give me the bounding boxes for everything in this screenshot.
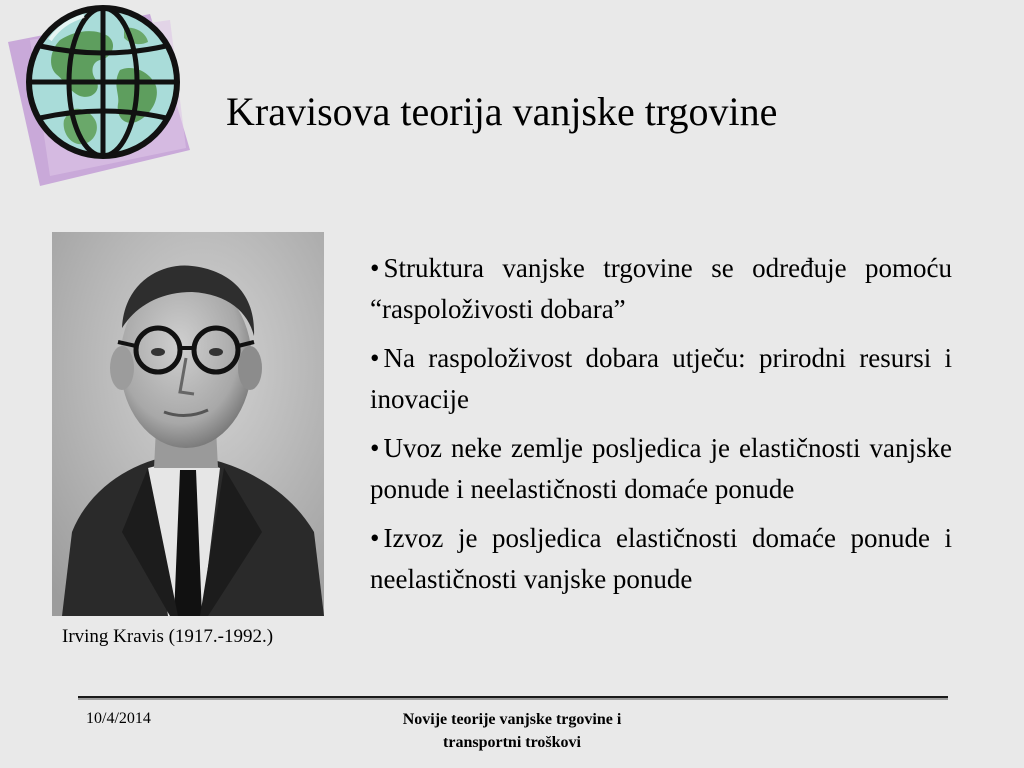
bullet-symbol: • <box>370 523 380 553</box>
bullet-list <box>370 248 952 608</box>
bullet-text: Uvoz neke zemlje posljedica je elastičnosti vanjske ponude i neelastičnosti domaće ponude <box>370 433 952 504</box>
bullet-item <box>370 518 952 600</box>
footer-date: 10/4/2014 <box>86 710 151 727</box>
bullet-item <box>370 338 952 420</box>
slide-title: Kravisova teorija vanjske trgovine <box>226 89 778 134</box>
portrait-photo <box>52 232 324 616</box>
footer-title <box>346 708 678 754</box>
footer-divider <box>78 696 948 698</box>
globe-icon <box>0 0 200 190</box>
bullet-symbol: • <box>370 343 380 373</box>
bullet-symbol: • <box>370 433 380 463</box>
bullet-text: Izvoz je posljedica elastičnosti domaće ponude i neelastičnosti vanjske ponude <box>370 523 952 594</box>
footer-title-line-1: Novije teorije vanjske trgovine i <box>402 711 622 728</box>
footer-title-line-2: transportni troškovi <box>443 734 581 751</box>
bullet-text: Struktura vanjske trgovine se određuje pomoću “raspoloživosti dobara” <box>370 253 952 324</box>
bullet-item <box>370 428 952 510</box>
bullet-text: Na raspoloživost dobara utječu: prirodni resursi i inovacije <box>370 343 952 414</box>
photo-caption: Irving Kravis (1917.-1992.) <box>62 626 274 647</box>
bullet-item <box>370 248 952 330</box>
bullet-symbol: • <box>370 253 380 283</box>
